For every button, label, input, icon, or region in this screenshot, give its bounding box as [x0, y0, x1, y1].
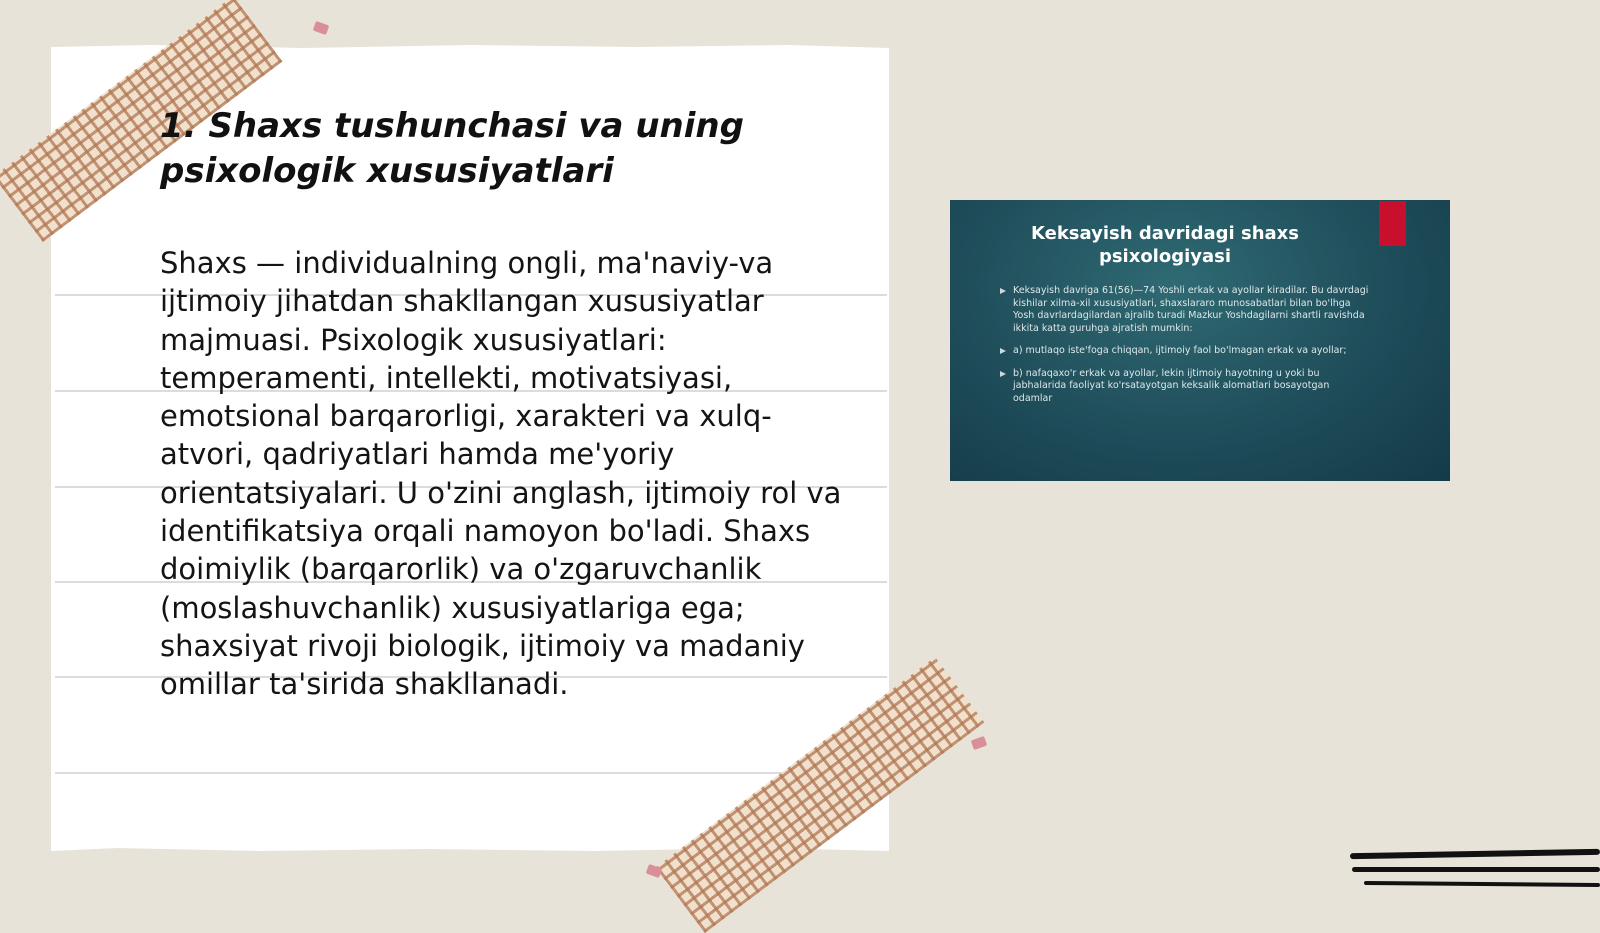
- section-title: 1. Shaxs tushunchasi va uning psixologik xususiyatlari: [160, 106, 744, 191]
- slide-bullet-list: [1000, 285, 1370, 415]
- slide-title: Keksayish davridagi shaxs psixologiyasi: [1031, 223, 1299, 267]
- pin-decoration: [971, 736, 988, 750]
- slide-bullet: a) mutlaqo iste'foga chiqqan, ijtimoiy faol bo'lmagan erkak va ayollar;: [1000, 345, 1370, 358]
- slide-thumbnail: [950, 200, 1450, 481]
- brush-stroke-decoration: [1352, 867, 1600, 872]
- body-paragraph: Shaxs — individualning ongli, ma'naviy-va ijtimoiy jihatdan shakllangan xususiyatlar majmuasi. Psixologik xususiyatlari: temperamenti, intellekti, motivatsiyasi, emotsional barqarorligi, xarakteri va xulq-atvori, qadriyatlari hamda me'yoriy orientatsiyalari. U o'zini anglash, ijtimoiy rol va identifikatsiya orqali namoyon bo'ladi. Shaxs doimiylik (barqarorlik) va o'zgaruvchanlik (moslashuvchanlik) xususiyatlariga ega; shaxsiyat rivoji biologik, ijtimoiy va madaniy omillar ta'sirida shakllanadi.: [160, 246, 842, 702]
- pin-decoration: [313, 21, 330, 35]
- brush-stroke-decoration: [1364, 881, 1600, 887]
- slide-bullet: b) nafaqaxo'r erkak va ayollar, lekin ijtimoiy hayotning u yoki bu jabhalarida faoliyat ko'rsatayotgan keksalik alomatlari bosayotgan odamlar: [1000, 368, 1370, 406]
- slide-bullet: Keksayish davriga 61(56)—74 Yoshli erkak va ayollar kiradilar. Bu davrdagi kishilar xilma-xil xususiyatlari, shaxslararo munosabatlari bilan bo'lhga Yosh davrlardagilardan ajralib turadi Mazkur Yoshdagilarni shartli ravishda ikkita katta guruhga ajratish mumkin:: [1000, 285, 1370, 335]
- paper-rule-line: [55, 772, 887, 774]
- brush-stroke-decoration: [1350, 849, 1600, 859]
- slide-accent-bar: [1379, 201, 1406, 246]
